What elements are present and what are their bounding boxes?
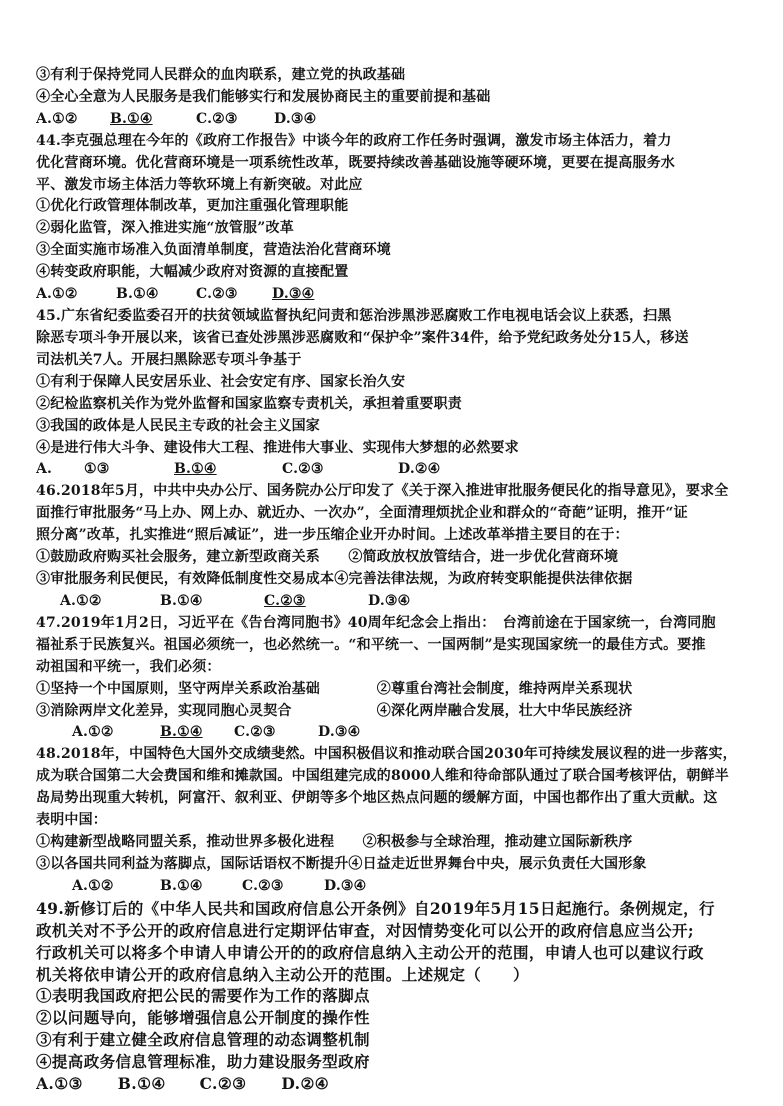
prev-answer-options xyxy=(36,110,751,130)
q45-choice-1: ①有利于保障人民安居乐业、社会安定有序、国家长治久安 xyxy=(36,373,406,390)
option-a: A.①② xyxy=(72,724,114,741)
q49-choice-2: ②以问题导向，能够增强信息公开制度的操作性 xyxy=(36,1008,370,1028)
q44-line-3: 平、激发市场主体活力等软环境上有新突破。对此应 xyxy=(36,176,363,193)
q48-choice-3-4: ③以各国共同利益为落脚点，国际话语权不断提升④日益走近世界舞台中央，展示负责任大国形象 xyxy=(36,855,647,872)
q45-choice-3: ③我国的政体是人民民主专政的社会主义国家 xyxy=(36,417,320,434)
q45-choice-4: ④是进行伟大斗争、建设伟大工程、推进伟大事业、实现伟大梦想的必然要求 xyxy=(36,439,519,456)
q44-choice-4: ④转变政府职能，大幅减少政府对资源的直接配置 xyxy=(36,264,349,281)
option-a: A.①② xyxy=(36,110,78,127)
q44-line-1: 44.李克强总理在今年的《政府工作报告》中谈今年的政府工作任务时强调，激发市场主体活力，着力 xyxy=(36,132,672,149)
q49-choice-1: ①表明我国政府把公民的需要作为工作的落脚点 xyxy=(36,986,370,1006)
option-d: D.③④ xyxy=(368,592,411,609)
option-a: A.①② xyxy=(36,286,78,303)
prev-choice-4: ④全心全意为人民服务是我们能够实行和发展协商民主的重要前提和基础 xyxy=(36,88,491,105)
option-c: C.②③ xyxy=(264,592,306,609)
q45-line-3: 司法机关7人。开展扫黑除恶专项斗争基于 xyxy=(36,351,302,368)
option-c: C.②③ xyxy=(196,286,238,303)
option-d: D.③④ xyxy=(324,877,367,894)
option-d: D.③④ xyxy=(274,110,317,127)
option-c: C.②③ xyxy=(282,461,324,478)
option-b: B.①④ xyxy=(116,286,159,303)
option-b: B.①④ xyxy=(117,1074,166,1094)
q49-answer-options xyxy=(36,1074,751,1094)
q46-choice-3-4: ③审批服务利民便民，有效降低制度性交易成本④完善法律法规，为政府转变职能提供法律依据 xyxy=(36,571,633,588)
q49-choice-4: ④提高政务信息管理标准，助力建设服务型政府 xyxy=(36,1052,370,1072)
option-b: B.①④ xyxy=(160,724,203,741)
q47-line-2: 福祉系于民族复兴。祖国必须统一，也必然统一。“和平统一、一国两制”是实现国家统一的最佳方式。要推 xyxy=(36,636,706,653)
q47-line-1: 47.2019年1月2日，习近平在《告台湾同胞书》40周年纪念会上指出： 台湾前途在于国家统一，台湾同胞 xyxy=(36,614,716,631)
q45-choice-2: ②纪检监察机关作为党外监督和国家监察专责机关，承担着重要职责 xyxy=(36,395,462,412)
option-c: C.②③ xyxy=(196,110,238,127)
option-a: A.①② xyxy=(60,592,102,609)
q48-line-2: 成为联合国第二大会费国和维和摊款国。中国组建完成的8000人维和待命部队通过了联合国考核评估，朝鲜半 xyxy=(36,768,729,785)
option-b: B.①④ xyxy=(160,877,203,894)
option-c: C.②③ xyxy=(242,877,284,894)
q48-line-4: 表明中国： xyxy=(36,812,107,829)
option-c: C.②③ xyxy=(234,724,276,741)
q47-line-3: 动祖国和平统一，我们必须： xyxy=(36,658,221,675)
option-d: D.③④ xyxy=(318,724,361,741)
q48-line-1: 48.2018年，中国特色大国外交成绩斐然。中国积极倡议和推动联合国2030年可持续发展议程的进一步落实， xyxy=(36,746,737,763)
option-b: B.①④ xyxy=(174,461,217,478)
q46-answer-options xyxy=(36,592,751,612)
option-d: D.②④ xyxy=(281,1074,330,1094)
option-a: A. xyxy=(36,461,53,478)
q45-answer-options xyxy=(36,460,751,480)
option-a-value: ①③ xyxy=(84,461,110,478)
q45-line-1: 45.广东省纪委监委召开的扶贫领域监督执纪问责和惩治涉黑涉恶腐败工作电视电话会议上获悉，扫黑 xyxy=(36,308,672,325)
q44-choice-1: ①优化行政管理体制改革，更加注重强化管理职能 xyxy=(36,198,349,215)
q44-answer-options xyxy=(36,285,751,305)
q44-line-2: 优化营商环境。优化营商环境是一项系统性改革，既要持续改善基础设施等硬环境，更要在提高服务水 xyxy=(36,154,675,171)
q49-line-4: 机关将依申请公开的政府信息纳入主动公开的范围。上述规定（ ） xyxy=(36,964,529,984)
option-a: A.①② xyxy=(72,877,114,894)
q44-choice-2: ②弱化监管，深入推进实施“放管服”改革 xyxy=(36,220,294,237)
q47-answer-options xyxy=(36,723,751,743)
q45-line-2: 除恶专项斗争开展以来，该省已查处涉黑涉恶腐败和“保护伞”案件34件，给予党纪政务处分15人，移送 xyxy=(36,329,689,346)
option-d: D.②④ xyxy=(398,461,441,478)
q49-line-2: 政机关对不予公开的政府信息进行定期评估审查，对因情势变化可以公开的政府信息应当公开; xyxy=(36,920,695,940)
q46-line-3: 照分离”改革，扎实推进“照后减证”，进一步压缩企业开办时间。上述改革举措主要目的在于： xyxy=(36,527,629,544)
q48-answer-options xyxy=(36,877,751,897)
q49-line-1: 49.新修订后的《中华人民共和国政府信息公开条例》自2019年5月15日起施行。条例规定，行 xyxy=(36,898,715,918)
q46-line-2: 面推行审批服务“马上办、网上办、就近办、一次办”，全面清理烦扰企业和群众的“奇葩”证明，推开“证 xyxy=(36,505,688,522)
option-c: C.②③ xyxy=(199,1074,247,1094)
option-a: A.①③ xyxy=(36,1074,83,1094)
q48-line-3: 岛局势出现重大转机，阿富汗、叙利亚、伊朗等多个地区热点问题的缓解方面，中国也都作出了重大贡献。这 xyxy=(36,790,718,807)
q49-choice-3: ③有利于建立健全政府信息管理的动态调整机制 xyxy=(36,1030,370,1050)
option-b: B.①④ xyxy=(160,592,203,609)
q49-line-3: 行政机关可以将多个申请人申请公开的的政府信息纳入主动公开的范围，申请人也可以建议行政 xyxy=(36,942,704,962)
q47-choice-1-2: ①坚持一个中国原则，坚守两岸关系政治基础 ②尊重台湾社会制度，维持两岸关系现状 xyxy=(36,680,633,697)
q47-choice-3-4: ③消除两岸文化差异，实现同胞心灵契合 ④深化两岸融合发展，壮大中华民族经济 xyxy=(36,702,633,719)
q46-choice-1-2: ①鼓励政府购买社会服务，建立新型政商关系 ②简政放权放管结合，进一步优化营商环境 xyxy=(36,549,619,566)
q46-line-1: 46.2018年5月，中共中央办公厅、国务院办公厅印发了《关于深入推进审批服务便民化的指导意见》，要求全 xyxy=(36,483,729,500)
prev-choice-3: ③有利于保持党同人民群众的血肉联系，建立党的执政基础 xyxy=(36,67,406,83)
option-b: B.①④ xyxy=(110,110,153,127)
q44-choice-3: ③全面实施市场准入负面清单制度，营造法治化营商环境 xyxy=(36,242,391,259)
q48-choice-1-2: ①构建新型战略同盟关系，推动世界多极化进程 ②积极参与全球治理，推动建立国际新秩序 xyxy=(36,834,633,851)
option-d: D.③④ xyxy=(272,286,315,303)
